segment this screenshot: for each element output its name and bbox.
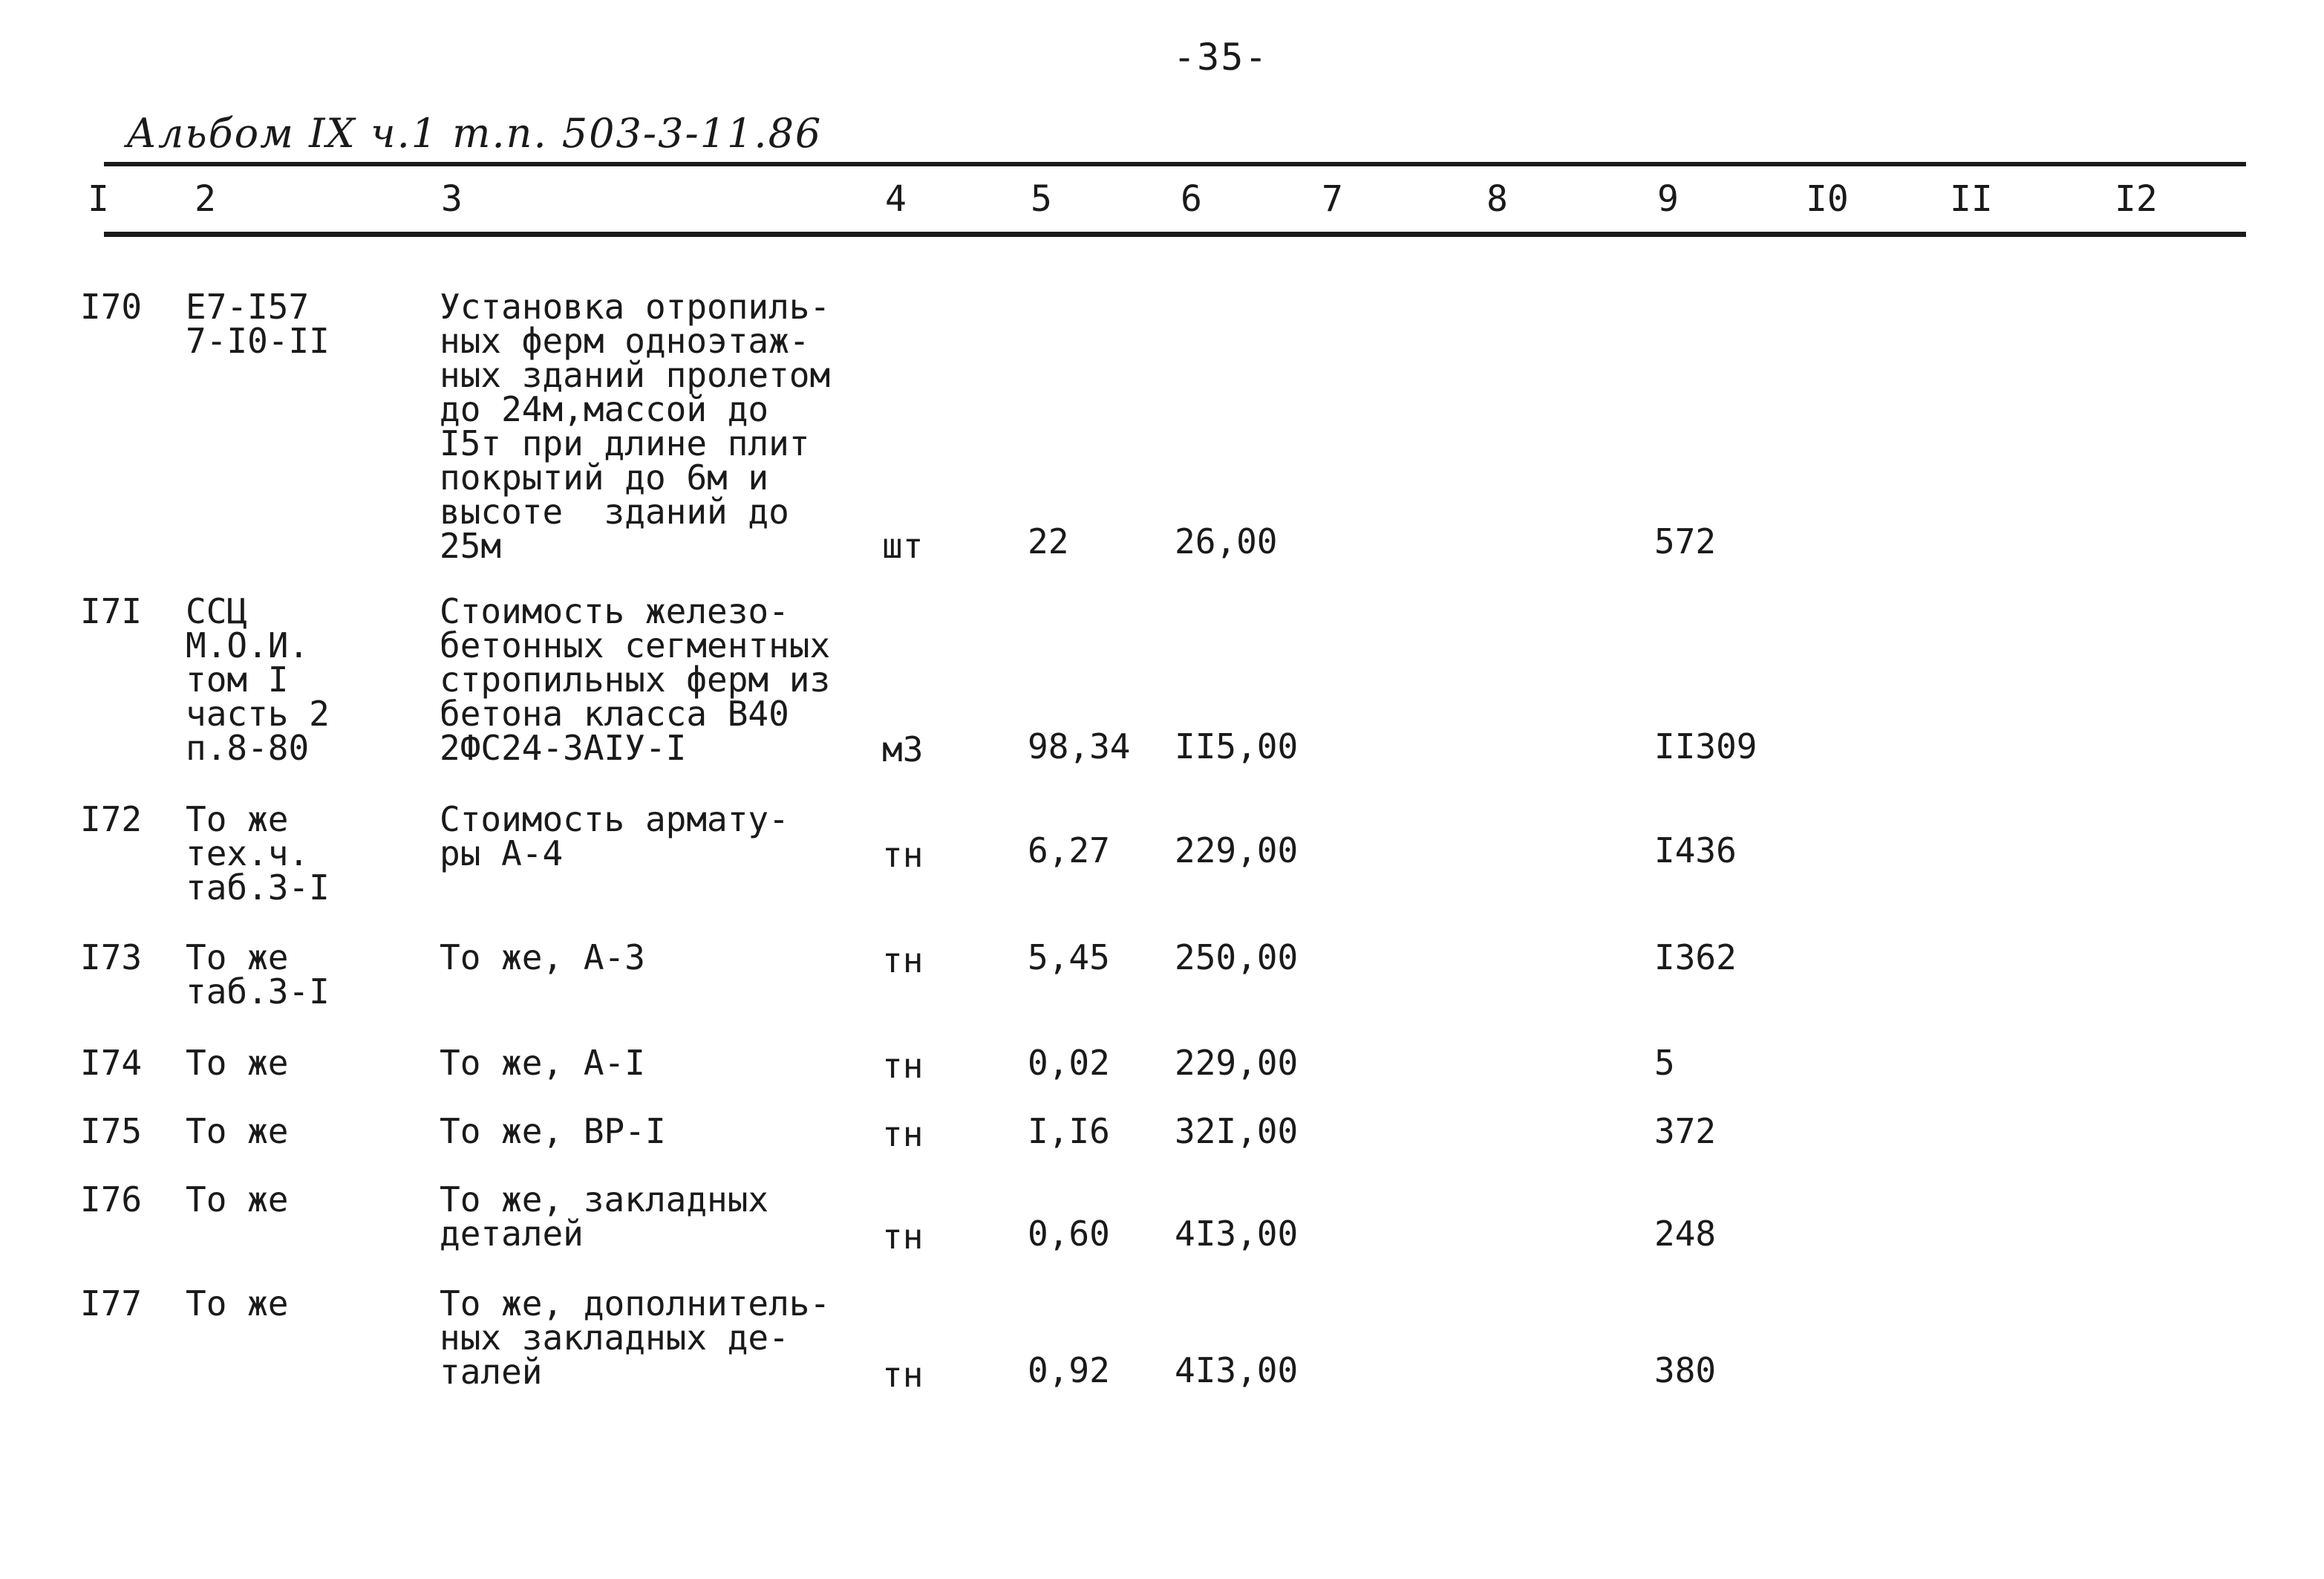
row-quantity: 0,92 [1028,1350,1110,1390]
column-header-6: 6 [1181,178,1202,220]
row-quantity: 0,60 [1028,1214,1110,1254]
row-description: То же, А-3 [440,937,645,977]
row-reference: То же таб.3-I [186,937,330,1012]
row-quantity: 5,45 [1028,937,1110,977]
row-unit-price: 250,00 [1175,937,1299,977]
row-total: 248 [1654,1214,1717,1254]
row-unit-price: 4I3,00 [1175,1214,1299,1254]
row-total: I436 [1654,830,1737,870]
column-header-9: 9 [1657,178,1679,220]
row-reference: То же [186,1111,289,1151]
row-unit: тн [882,1217,924,1257]
row-description: То же, дополнитель- ных закладных де- талей [440,1283,831,1392]
column-header-2: 2 [195,178,216,220]
row-unit: тн [882,1114,924,1154]
page-number: -35- [1173,36,1269,79]
row-unit: тн [882,940,924,980]
row-total: 5 [1654,1043,1675,1083]
row-quantity: I,I6 [1028,1111,1110,1151]
column-header-11: II [1950,178,1993,220]
row-description: Стоимость армату- ры А-4 [440,799,789,873]
row-total: II309 [1654,726,1757,766]
row-number: I74 [80,1043,143,1083]
row-number: I76 [80,1179,143,1220]
row-reference: ССЦ М.О.И. том I часть 2 п.8-80 [186,591,330,768]
column-header-1: I [88,178,109,220]
row-unit: тн [882,1046,924,1086]
row-quantity: 6,27 [1028,830,1110,870]
row-quantity: 0,02 [1028,1043,1110,1083]
row-unit-price: II5,00 [1175,726,1299,766]
row-description: То же, закладных деталей [440,1179,769,1254]
row-unit: м3 [882,729,924,769]
row-reference: Е7-І57 7-І0-ІІ [186,287,330,361]
row-total: 372 [1654,1111,1717,1151]
column-header-3: 3 [441,178,463,220]
row-number: I7I [80,591,143,631]
row-reference: То же [186,1283,289,1324]
row-description: Стоимость железо- бетонных сегментных стропильных ферм из бетона класса В40 2ФС24-3АIУ-I [440,591,831,768]
row-unit-price: 229,00 [1175,1043,1299,1083]
row-reference: То же [186,1179,289,1220]
header-bottom-rule [104,232,2246,237]
row-number: I75 [80,1111,143,1151]
row-total: I362 [1654,937,1737,977]
row-unit-price: 4I3,00 [1175,1350,1299,1390]
row-unit-price: 26,00 [1175,521,1278,561]
column-header-10: I0 [1806,178,1849,220]
row-number: I73 [80,937,143,977]
header-top-rule [104,162,2246,166]
row-number: I77 [80,1283,143,1324]
row-unit-price: 32I,00 [1175,1111,1299,1151]
column-header-4: 4 [885,178,907,220]
row-unit: тн [882,1355,924,1395]
column-header-8: 8 [1486,178,1508,220]
column-header-12: I2 [2115,178,2158,220]
row-total: 572 [1654,521,1717,561]
row-reference: То же [186,1043,289,1083]
row-reference: То же тех.ч. таб.3-I [186,799,330,908]
album-reference: Альбом IX ч.1 т.п. 503-3-11.86 [126,110,823,157]
row-unit: шт [882,526,924,566]
row-unit-price: 229,00 [1175,830,1299,870]
row-unit: тн [882,835,924,875]
row-description: То же, А-I [440,1043,645,1083]
row-quantity: 98,34 [1028,726,1131,766]
column-header-5: 5 [1031,178,1052,220]
column-header-7: 7 [1322,178,1343,220]
row-description: Установка отропиль- ных ферм одноэтаж- ных зданий пролетом до 24м,массой до І5т при длине плит покрытий до 6м и высоте зданий до 25м [440,287,831,566]
row-quantity: 22 [1028,521,1069,561]
row-total: 380 [1654,1350,1717,1390]
row-description: То же, ВР-I [440,1111,666,1151]
row-number: I72 [80,799,143,839]
row-number: I70 [80,287,143,327]
